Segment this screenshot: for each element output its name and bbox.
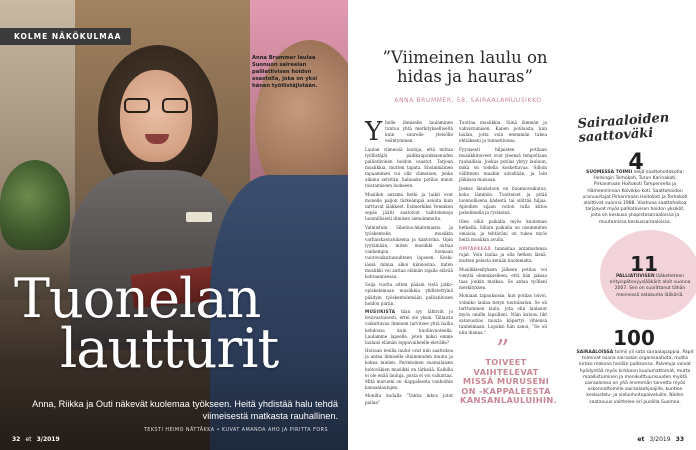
paragraph [459, 246, 547, 264]
stat-label-1: SUOMESSA TOIMII [586, 170, 633, 175]
paragraph-text: tunnistaa antamistensa rajat. Voin laulaa ja olla hetken läsnä, mutten pelasta ketään kuolemalta. [459, 245, 547, 263]
article-title-line1: Tuonelan [14, 267, 261, 330]
page-number-left [12, 436, 60, 443]
author-line: ANNA BRUMMER, 58, SAIRAALAMUUSIKKO [394, 97, 542, 104]
paragraph: Moniaan tapauksissa, kun potilas toivoi, voimiko laulaa tietyn tuutulaulun. Se oli tarttuminen laulu, jota olin laulanut myös omille lapsilleni. Näin kutsuu likt satavuotias muuta käpertyi vihiensä tunnelmaan. Lopuksi hän sanoi, ”Se oli niin ihanaa.” [459, 293, 547, 335]
body-column-1 [365, 117, 453, 408]
photo-plant-left [0, 160, 70, 250]
stat-number-1: 4 [628, 150, 644, 175]
paragraph: Olen ollut paikalla myös kuoleman hetkellä. Silloin paikalla on useimmiten omaisia, ja tehtäväni on tukea myös heitä musiikin avulla. [459, 218, 547, 243]
photo-name-badge [186, 212, 212, 222]
photo-woman-glasses [124, 98, 188, 114]
body-column-2 [459, 120, 547, 339]
paragraph-text: helle ihmiselle laulaminen tuntuu yhtä merkitykselliseltä kuin suurelle yleisölle esiintyminen. [385, 120, 453, 144]
paragraph [365, 117, 453, 147]
stat-label-3: SAIRAALOISSA [576, 350, 614, 355]
fact-sidebar [566, 100, 694, 440]
article-title [14, 267, 344, 380]
article-subtitle: Anna, Riikka ja Outi näkevät kuolemaa työkseen. Heitä yhdistää halu tehdä viimeisestä matkasta rauhallinen. [32, 399, 338, 421]
stat-body-1: neljä saattohoitokotia: Helsingin Terhokoti, Turun Karinakoti, Pirkanmaan Hoitokoti Tampereella ja Hämeenlinnan Koivikko-koti. Saattohoidon uranuurtajat Pirkanmaan Hoitokoti ja Terhokoti aloittivat vuonna 1988. Vaativaa saattohoitoa tarjoavat myös palliatiivisen hoidon yksiköt, joita on keskusa yliopistosairaaloissa ja muutamissa keskussairaaloissa. [582, 170, 688, 225]
pull-quote: TOIVEET VAIHTELEVAT MISSÄ MURUSENI ON -KAPPALEESTA KANSANLAULUIHIN. [460, 357, 558, 406]
paragraph: Fyysisesti hiljaisten potilaan musiikkitoiveet ovat yleensä tempoltaan rauhallisia. Joskus potilas yhtyy lauluun, mikä on todella koskettavaa. Silloin välitteeni maaliin siivellään, ja loin jäikässa muisaan. [459, 146, 547, 183]
section-tag: KOLME NÄKÖKULMAA [0, 28, 131, 45]
magazine-name: et [637, 436, 645, 443]
paragraph: Tuottaa musiikkia. Siinä lämmön ja vahvistumisen. Kanen potilaista, kun laulan, jotta voin enemmän tukea ehtiäkseni ja tunnetiloissa. [459, 120, 547, 144]
stat-body-3: toimii yli sata sairaalapappia. Papit toimivat osana sairaalan organisaatiota, mutta kirkko maksaa heidän palkkansa. Palveluja voivat hyödyntää myös kirkkoon kuulumattomat, mutta maallistuminen ja monikulttuurisuuden myötä sairaaloissa on yhä enemmän tarvetta myös uskonnottomille sairaalaohjaajille, kuntien keskustelu- ja sielunhoitopalveluille. Niiden saatavuus vaihtelee eri puolilla Suomea. [579, 350, 694, 405]
page-number: 32 [12, 436, 21, 443]
sidebar-title: Sairaaloiden saattoväki [577, 110, 670, 146]
paragraph: Valmistuin Sibelius-Akatemiasta ja työskentelin musiikin varhaiskasvatuksena ja kantorina. Opin tyytämään, miten musiikki auttaa vanhempia luomaan vuorovaikutussuhteen lapseen. Keski-iässä minua alkoi kiinnostaa, miten musiikki voi auttaa elämän rajalla elävää kohtaamisessa. [365, 225, 453, 279]
drop-cap: Y [365, 117, 383, 147]
photo-window-background [0, 0, 75, 300]
stat-body-2: lääketieteen erityispätevyyslääkärit aloit vuonna 2007. Sen on suorittanut tähän mennessä satakunta lääkäriä. [609, 274, 691, 298]
magazine-name: et [25, 436, 32, 443]
subheading: MUSIIKISTA [365, 309, 396, 315]
photo-woman-face [120, 70, 192, 162]
paragraph: Musiikin antama hetki ja taikit ovat monelle paljon tärkeämpiä asioita kuin tarttuvat lääkkeet. Esimerkiksi Vennikon sepäs jäätti saatoivat vaihtokenoja luonnillisesti ihmisen sienoimmulta. [365, 192, 453, 222]
photo-caption: Anna Brummer laulaa Suonuon saireelan palliatiivisen hoidon osastolla, joka on yksi hänen työllistäjistään. [252, 55, 318, 90]
page-number-right [637, 436, 684, 443]
issue-number: 3/2019 [649, 436, 671, 443]
right-page [348, 0, 696, 450]
stat-number-3: 100 [613, 326, 655, 350]
article-title-line2: lautturit [60, 317, 279, 380]
stat-text-1 [580, 170, 690, 226]
pull-quote-marks: ” [496, 335, 510, 365]
stat-number-2: 11 [630, 252, 658, 276]
stat-text-3 [576, 350, 694, 406]
article-credits: TEKSTI HEIMO NÄTTÄKKA • KUVAT AMANDA AHO JA PIRITTA FORS [143, 428, 328, 433]
paragraph [365, 309, 453, 346]
paragraph: Monilta kodalla ”Vanha inkoo jutut pailan” [365, 393, 453, 405]
paragraph: Hoitaan teoilla laulut ovat niin saattokoa ja antaa ihmiselle iltaimmuden muuta ja kokea mielen. Perinteinen suomalaisen hoitoväkien musiikki on tärkeää. Kaikilla ei ole enää lauluja, joista ei voi vaikuttaa. Mitä murueni on -kappaleesta vanhoihin kansanlaulujen. [365, 348, 453, 390]
quote-title: ”Viimeinen laulu on hidas ja hauras” [382, 48, 548, 86]
stat-text-2 [606, 274, 694, 299]
page-number: 33 [675, 436, 684, 443]
paragraph: Soija vuotta sitten pääsin vielä jatko-opiskelemaan musiikkia yhdistettyinä päädyin työskentelemään palliatiivisen hoidon pariin. [365, 282, 453, 306]
paragraph-text: tilan syy lähtivät jo levävastaisesti, ertei ole yksin. Tällaista vaikuttavaa ihminen tarvitsee yhtä hallia kehdossa kuin kuolinvuoteella. Laulamme lapselle, joten miksi emme laulaisi elämän loppuvaiheelle elevälle? [365, 309, 453, 345]
subheading: OMTÄRKEÄÄ [459, 245, 492, 251]
paragraph: Joskus läsnäoloon on huomiovaikutus, koko lämmön. Tuotteiset ja pitää luonnollisena kädestä tai silittää hiljaa. Aplodien sijaan voiton tulla kiitos puhelimella ja ryviksinä. [459, 185, 547, 216]
paragraph: Laulan viimeisiä lauluja, että mittaa työllistäjät päikkaupunkisenuden palliatiivinen hoidon osastot. Tarjoan musiikkia, mutten tapata. Ensimmäinen tapaaminen voi olla viimeinen, jonka aikana selvitän, haluaako potilas minut toistamiseen luokseen. [365, 146, 453, 189]
issue-number: 3/2019 [36, 436, 60, 443]
paragraph: Musiikkiesityksen jälkeen potilas voi vientiä olemukselleen, että hän jaksaa taas jonkin matkaa. Se antaa työlleni merkityksen. [459, 266, 547, 290]
stat-label-2: PALLIATIIVISEN [616, 274, 655, 279]
